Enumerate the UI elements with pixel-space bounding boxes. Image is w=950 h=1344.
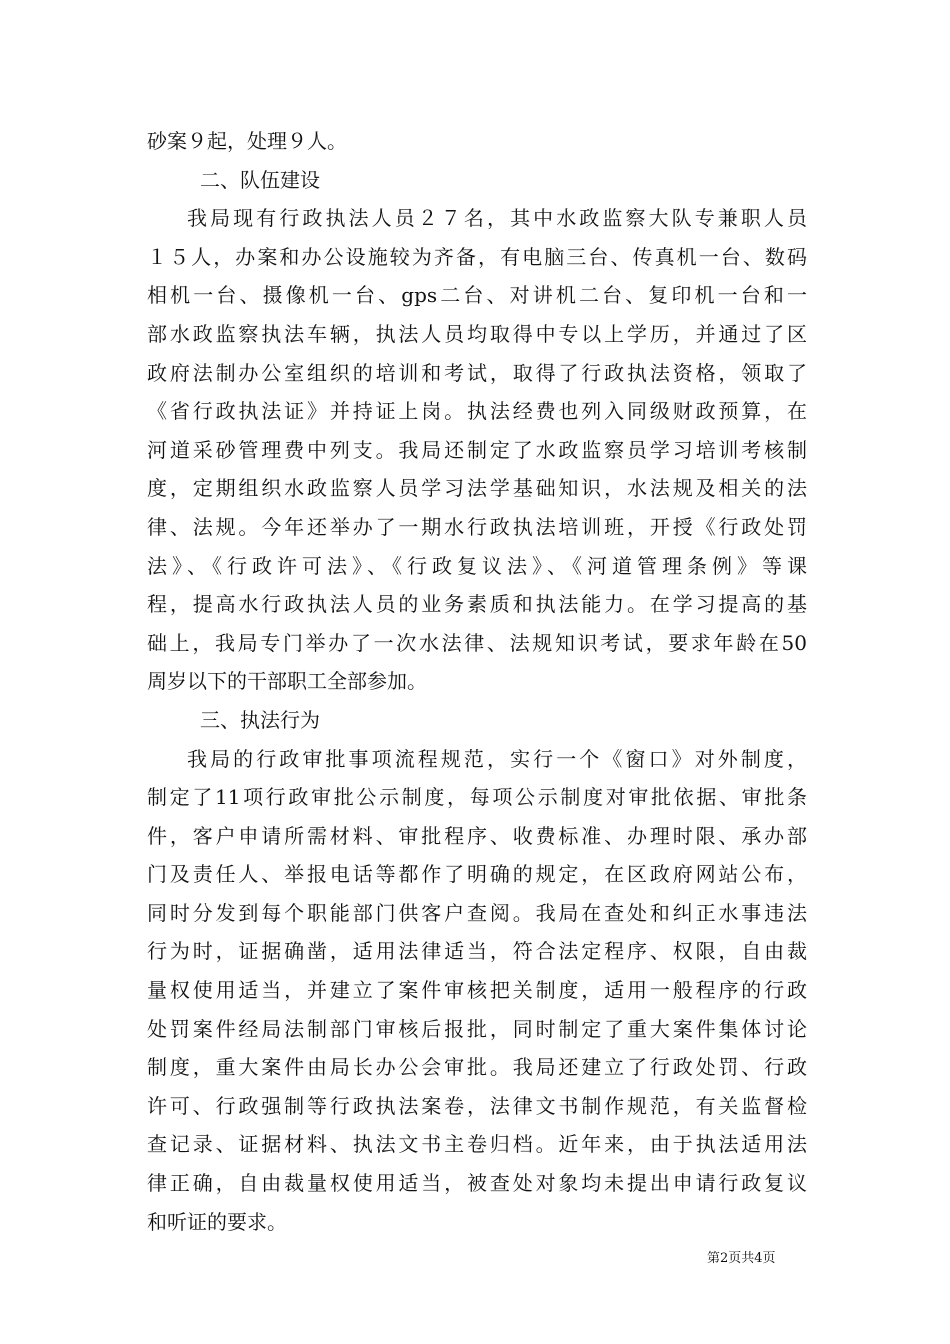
text-line: 同时分发到每个职能部门供客户查阅。我局在查处和纠正水事违法: [147, 900, 807, 925]
paragraph: [147, 122, 807, 161]
text-line: 律、法规。今年还举办了一期水行政执法培训班，开授《行政处罚: [147, 514, 807, 539]
paragraph: [147, 740, 807, 1242]
text-line: 我局的行政审批事项流程规范，实行一个《窗口》对外制度，: [187, 746, 807, 771]
text-line: 处罚案件经局法制部门审核后报批，同时制定了重大案件集体讨论: [147, 1016, 807, 1041]
text-line: 和听证的要求。: [147, 1209, 287, 1234]
text-line: 我局现有行政执法人员２７名，其中水政监察大队专兼职人员: [187, 206, 807, 231]
text-line: 门及责任人、举报电话等都作了明确的规定，在区政府网站公布，: [147, 862, 807, 887]
text-line: 周岁以下的干部职工全部参加。: [147, 669, 427, 694]
section-heading: 三、执法行为: [200, 707, 320, 732]
text-line: 制度，重大案件由局长办公会审批。我局还建立了行政处罚、行政: [147, 1055, 807, 1080]
paragraph: [147, 199, 807, 701]
document-body: [147, 122, 807, 1241]
text-line: １５人，办案和办公设施较为齐备，有电脑三台、传真机一台、数码: [147, 244, 807, 269]
text-line: 件，客户申请所需材料、审批程序、收费标准、办理时限、承办部: [147, 823, 807, 848]
text-line: 河道采砂管理费中列支。我局还制定了水政监察员学习培训考核制: [147, 437, 807, 462]
text-line: 《省行政执法证》并持证上岗。执法经费也列入同级财政预算，在: [147, 399, 807, 424]
text-line: 律正确，自由裁量权使用适当，被查处对象均未提出申请行政复议: [147, 1171, 807, 1196]
text-line: 法》、《行政许可法》、《行政复议法》、《河道管理条例》等课: [147, 553, 807, 578]
text-line: 程，提高水行政执法人员的业务素质和执法能力。在学习提高的基: [147, 592, 807, 617]
text-line: 相机一台、摄像机一台、gps二台、对讲机二台、复印机一台和一: [147, 283, 807, 308]
text-line: 部水政监察执法车辆，执法人员均取得中专以上学历，并通过了区: [147, 321, 807, 346]
section-heading: 二、队伍建设: [200, 167, 320, 192]
page-number-footer: 第2页共4页: [707, 1251, 776, 1266]
text-line: 度，定期组织水政监察人员学习法学基础知识，水法规及相关的法: [147, 476, 807, 501]
text-line: 查记录、证据材料、执法文书主卷归档。近年来，由于执法适用法: [147, 1132, 807, 1157]
text-line: 许可、行政强制等行政执法案卷，法律文书制作规范，有关监督检: [147, 1093, 807, 1118]
text-line: 量权使用适当，并建立了案件审核把关制度，适用一般程序的行政: [147, 978, 807, 1003]
text-line: 制定了11项行政审批公示制度，每项公示制度对审批依据、审批条: [147, 785, 807, 810]
text-line: 行为时，证据确凿，适用法律适当，符合法定程序、权限，自由裁: [147, 939, 807, 964]
text-line: 砂案９起，处理９人。: [147, 129, 347, 153]
text-line: 政府法制办公室组织的培训和考试，取得了行政执法资格，领取了: [147, 360, 807, 385]
text-line: 础上，我局专门举办了一次水法律、法规知识考试，要求年龄在50: [147, 630, 807, 655]
